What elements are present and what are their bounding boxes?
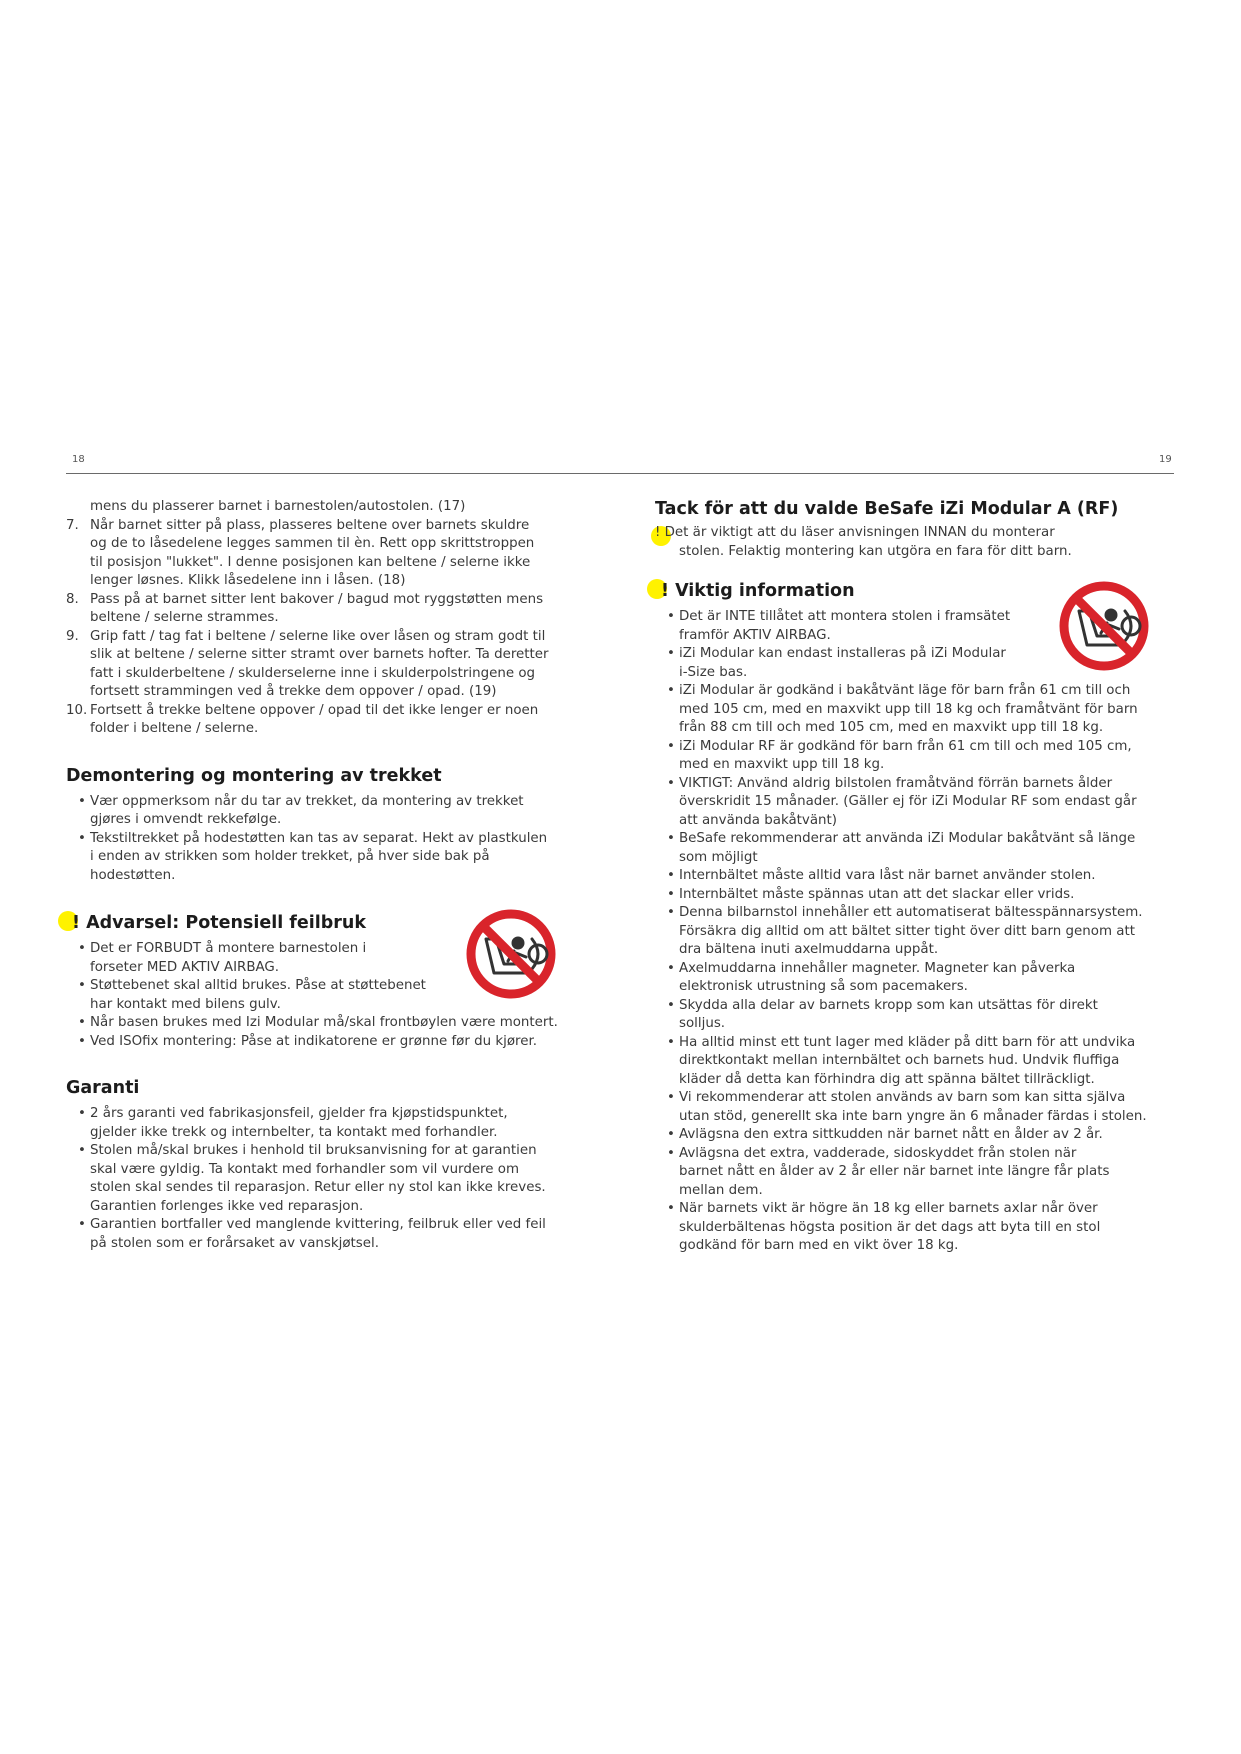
bullet-line: solljus. [679,1016,726,1031]
bullet-line: Skydda alla delar av barnets kropp som kan utsättas för direkt [679,997,1098,1013]
bullet-line: iZi Modular kan endast installeras på iZi Modular [679,646,1006,661]
bullet-line: Vi rekommenderar att stolen används av barn som kan sitta själva [679,1090,1126,1105]
bullet-line: på stolen som er forårsaket av vanskjøtsel. [90,1235,379,1251]
bullet-item [667,1126,1175,1145]
bullet-line: med en maxvikt upp till 18 kg. [679,757,885,772]
bullet-line: stolen skal sendes til reparasjon. Retur eller ny stol kan ikke kreves. [90,1180,546,1195]
bullet-item [667,738,1175,775]
step-line: folder i beltene / selerne. [90,721,259,736]
note-line-2: stolen. Felaktig montering kan utgöra en fara för ditt barn. [679,543,1072,559]
bullet-line: som möjligt [679,849,758,865]
bullet-line: 2 års garanti ved fabrikasjonsfeil, gjelder fra kjøpstidspunktet, [90,1106,508,1121]
bullet-line: godkänd för barn med en vikt över 18 kg. [679,1238,959,1253]
page-number-right: 19 [1159,454,1172,465]
step-line: Pass på at barnet sitter lent bakover / bagud mot ryggstøtten mens [90,591,544,607]
bullet-line: BeSafe rekommenderar att använda iZi Modular bakåtvänt så länge [679,831,1136,846]
bullet-item [667,960,1175,997]
bullet-line: hodestøtten. [90,867,176,883]
step-line: Når barnet sitter på plass, plasseres beltene over barnets skuldre [90,517,530,533]
bullet-line: Garantien forlenges ikke ved reparasjon. [90,1198,364,1214]
step-line: beltene / selerne strammes. [90,610,279,625]
important-section [655,579,1175,1256]
important-heading: ! Viktig information [647,579,1175,602]
no-rear-facing-seat-airbag-icon [1059,581,1149,671]
bullet-line: Når basen brukes med Izi Modular må/skal frontbøylen være montert. [90,1015,558,1030]
bullet-line: Ha alltid minst ett tunt lager med kläder på ditt barn för att undvika [679,1034,1136,1050]
bullet-item [78,940,440,977]
step-line: slik at beltene / selerne sitter stramt over barnets hofter. Ta deretter [90,647,549,662]
cover-heading: Demontering og montering av trekket [66,765,442,786]
header-divider [66,473,1174,474]
bullet-item [78,793,586,830]
assembly-steps [66,517,586,739]
bullet-item [667,682,1175,738]
bullet-line: När barnets vikt är högre än 18 kg eller barnets axlar når över [679,1201,1098,1216]
bullet-line: mellan dem. [679,1182,763,1198]
step-line: Fortsett å trekke beltene oppover / opad til det ikke lenger er noen [90,702,539,718]
bullet-line: gjøres i omvendt rekkefølge. [90,812,282,827]
bullet-line: elektronisk utrustning så som pacemakers. [679,979,968,994]
bullet-item [667,645,1029,682]
warning-section [66,911,586,1051]
bullet-item [78,1014,586,1033]
left-page-column [66,498,586,1253]
bullet-line: har kontakt med bilens gulv. [90,996,281,1012]
bullet-line: Vær oppmerksom når du tar av trekket, da montering av trekket [90,793,524,809]
guarantee-heading: Garanti [66,1078,140,1098]
bullet-line: utan stöd, generellt ska inte barn yngre än 6 månader färdas i stolen. [679,1108,1147,1124]
bullet-item [667,997,1175,1034]
bullet-item [78,1216,586,1253]
bullet-line: Avlägsna den extra sittkudden när barnet nått en ålder av 2 år. [679,1127,1103,1142]
note-line-1: ! Det är viktigt att du läser anvisningen INNAN du monterar [655,525,1055,540]
right-page-column [655,498,1175,1256]
step-line: fortsett strammingen ved å trekke dem oppover / opad. (19) [90,684,497,699]
bullet-line: direktkontakt mellan internbältet och barnets hud. Undvik fluffiga [679,1053,1120,1068]
bullet-line: att använda bakåtvänt) [679,812,838,828]
guarantee-bullets [66,1105,586,1253]
bullet-line: Internbältet måste alltid vara låst när barnet använder stolen. [679,868,1096,883]
step-item [66,702,586,739]
cover-bullets [66,793,586,886]
step-line: og de to låsedelene legges sammen til èn. Rett opp skrittstroppen [90,536,535,551]
bullet-line: gjelder ikke trekk og internbelter, ta kontakt med forhandler. [90,1124,498,1140]
bullet-line: Det är INTE tillåtet att montera stolen i framsätet [679,609,1011,624]
important-bullets [655,608,1175,1256]
bullet-line: Denna bilbarnstol innehåller ett automatiserat bältesspännarsystem. [679,905,1143,920]
step-item [66,517,586,591]
no-rear-facing-seat-airbag-icon [466,909,556,999]
bullet-item [667,904,1175,960]
bullet-line: Ved ISOfix montering: Påse at indikatorene er grønne før du kjører. [90,1033,538,1049]
step-number: 8. [66,591,79,607]
bullet-line: med 105 cm, med en maxvikt upp till 18 kg och framåtvänt för barn [679,701,1138,717]
bullet-line: Försäkra dig alltid om att bältet sitter tight över ditt barn genom att [679,923,1135,939]
bullet-line: Tekstiltrekket på hodestøtten kan tas av separat. Hekt av plastkulen [90,830,548,846]
read-instructions-note [655,524,1175,561]
bullet-line: kläder då detta kan förhindra dig att spänna bältet tillräckligt. [679,1071,1095,1087]
step-line: lenger løsnes. Klikk låsedelene inn i låsen. (18) [90,573,406,588]
bullet-line: från 88 cm till och med 105 cm, med en maxvikt upp till 18 kg. [679,720,1104,735]
step-item [66,628,586,702]
intro-line: mens du plasserer barnet i barnestolen/autostolen. (17) [90,499,466,514]
bullet-line: Støttebenet skal alltid brukes. Påse at støttebenet [90,978,426,993]
step-number: 10. [66,702,88,718]
bullet-line: iZi Modular RF är godkänd för barn från 61 cm till och med 105 cm, [679,738,1132,754]
bullet-item [667,775,1175,831]
bullet-item [667,830,1175,867]
guarantee-section [66,1077,586,1253]
bullet-item [667,867,1175,886]
bullet-line: skal være gyldig. Ta kontakt med forhandler som vil vurdere om [90,1161,520,1177]
bullet-item [667,1089,1175,1126]
bullet-item [78,1142,586,1216]
bullet-line: Avlägsna det extra, vadderade, sidoskyddet från stolen när [679,1145,1077,1161]
page-number-left: 18 [72,454,85,465]
bullet-item [667,886,1175,905]
step-item [66,591,586,628]
step-line: til posisjon "lukket". I denne posisjonen kan beltene / selerne ikke [90,554,531,570]
bullet-item [667,1200,1175,1256]
bullet-item [78,977,440,1014]
bullet-line: Axelmuddarna innehåller magneter. Magneter kan påverka [679,960,1076,976]
bullet-line: forseter MED AKTIV AIRBAG. [90,959,280,975]
bullet-line: överskridit 15 månader. (Gäller ej för iZi Modular RF som endast går [679,794,1137,809]
step-line: Grip fatt / tag fat i beltene / selerne like over låsen og stram godt til [90,628,546,644]
step-number: 9. [66,628,79,644]
bullet-item [667,1034,1175,1090]
bullet-item [78,1033,586,1052]
bullet-item [78,830,586,886]
bullet-line: Stolen må/skal brukes i henhold til bruksanvisning for at garantien [90,1143,537,1158]
bullet-line: VIKTIGT: Använd aldrig bilstolen framåtvänd förrän barnets ålder [679,775,1113,791]
bullet-line: iZi Modular är godkänd i bakåtvänt läge för barn från 61 cm till och [679,683,1131,698]
bullet-line: Internbältet måste spännas utan att det slackar eller vrids. [679,886,1075,902]
bullet-item [78,1105,586,1142]
bullet-line: barnet nått en ålder av 2 år eller när barnet inte längre får plats [679,1164,1110,1179]
warning-heading: ! Advarsel: Potensiell feilbruk [58,911,586,934]
bullet-item [667,608,1029,645]
bullet-line: Garantien bortfaller ved manglende kvittering, feilbruk eller ved feil [90,1217,546,1232]
bullet-line: dra bältena inuti axelmuddarna uppåt. [679,942,939,957]
step-line: fatt i skulderbeltene / skulderselerne inne i skulderpolstringene og [90,665,536,681]
bullet-line: framför AKTIV AIRBAG. [679,627,831,643]
step-number: 7. [66,517,79,533]
cover-section [66,765,586,886]
bullet-item [667,1145,1175,1201]
thanks-heading: Tack för att du valde BeSafe iZi Modular A (RF) [655,499,1119,519]
bullet-line: skulderbältenas högsta position är det dags att byta till en stol [679,1219,1101,1235]
bullet-line: i-Size bas. [679,664,748,680]
bullet-line: i enden av strikken som holder trekket, på hver side bak på [90,849,490,864]
bullet-line: Det er FORBUDT å montere barnestolen i [90,941,367,956]
